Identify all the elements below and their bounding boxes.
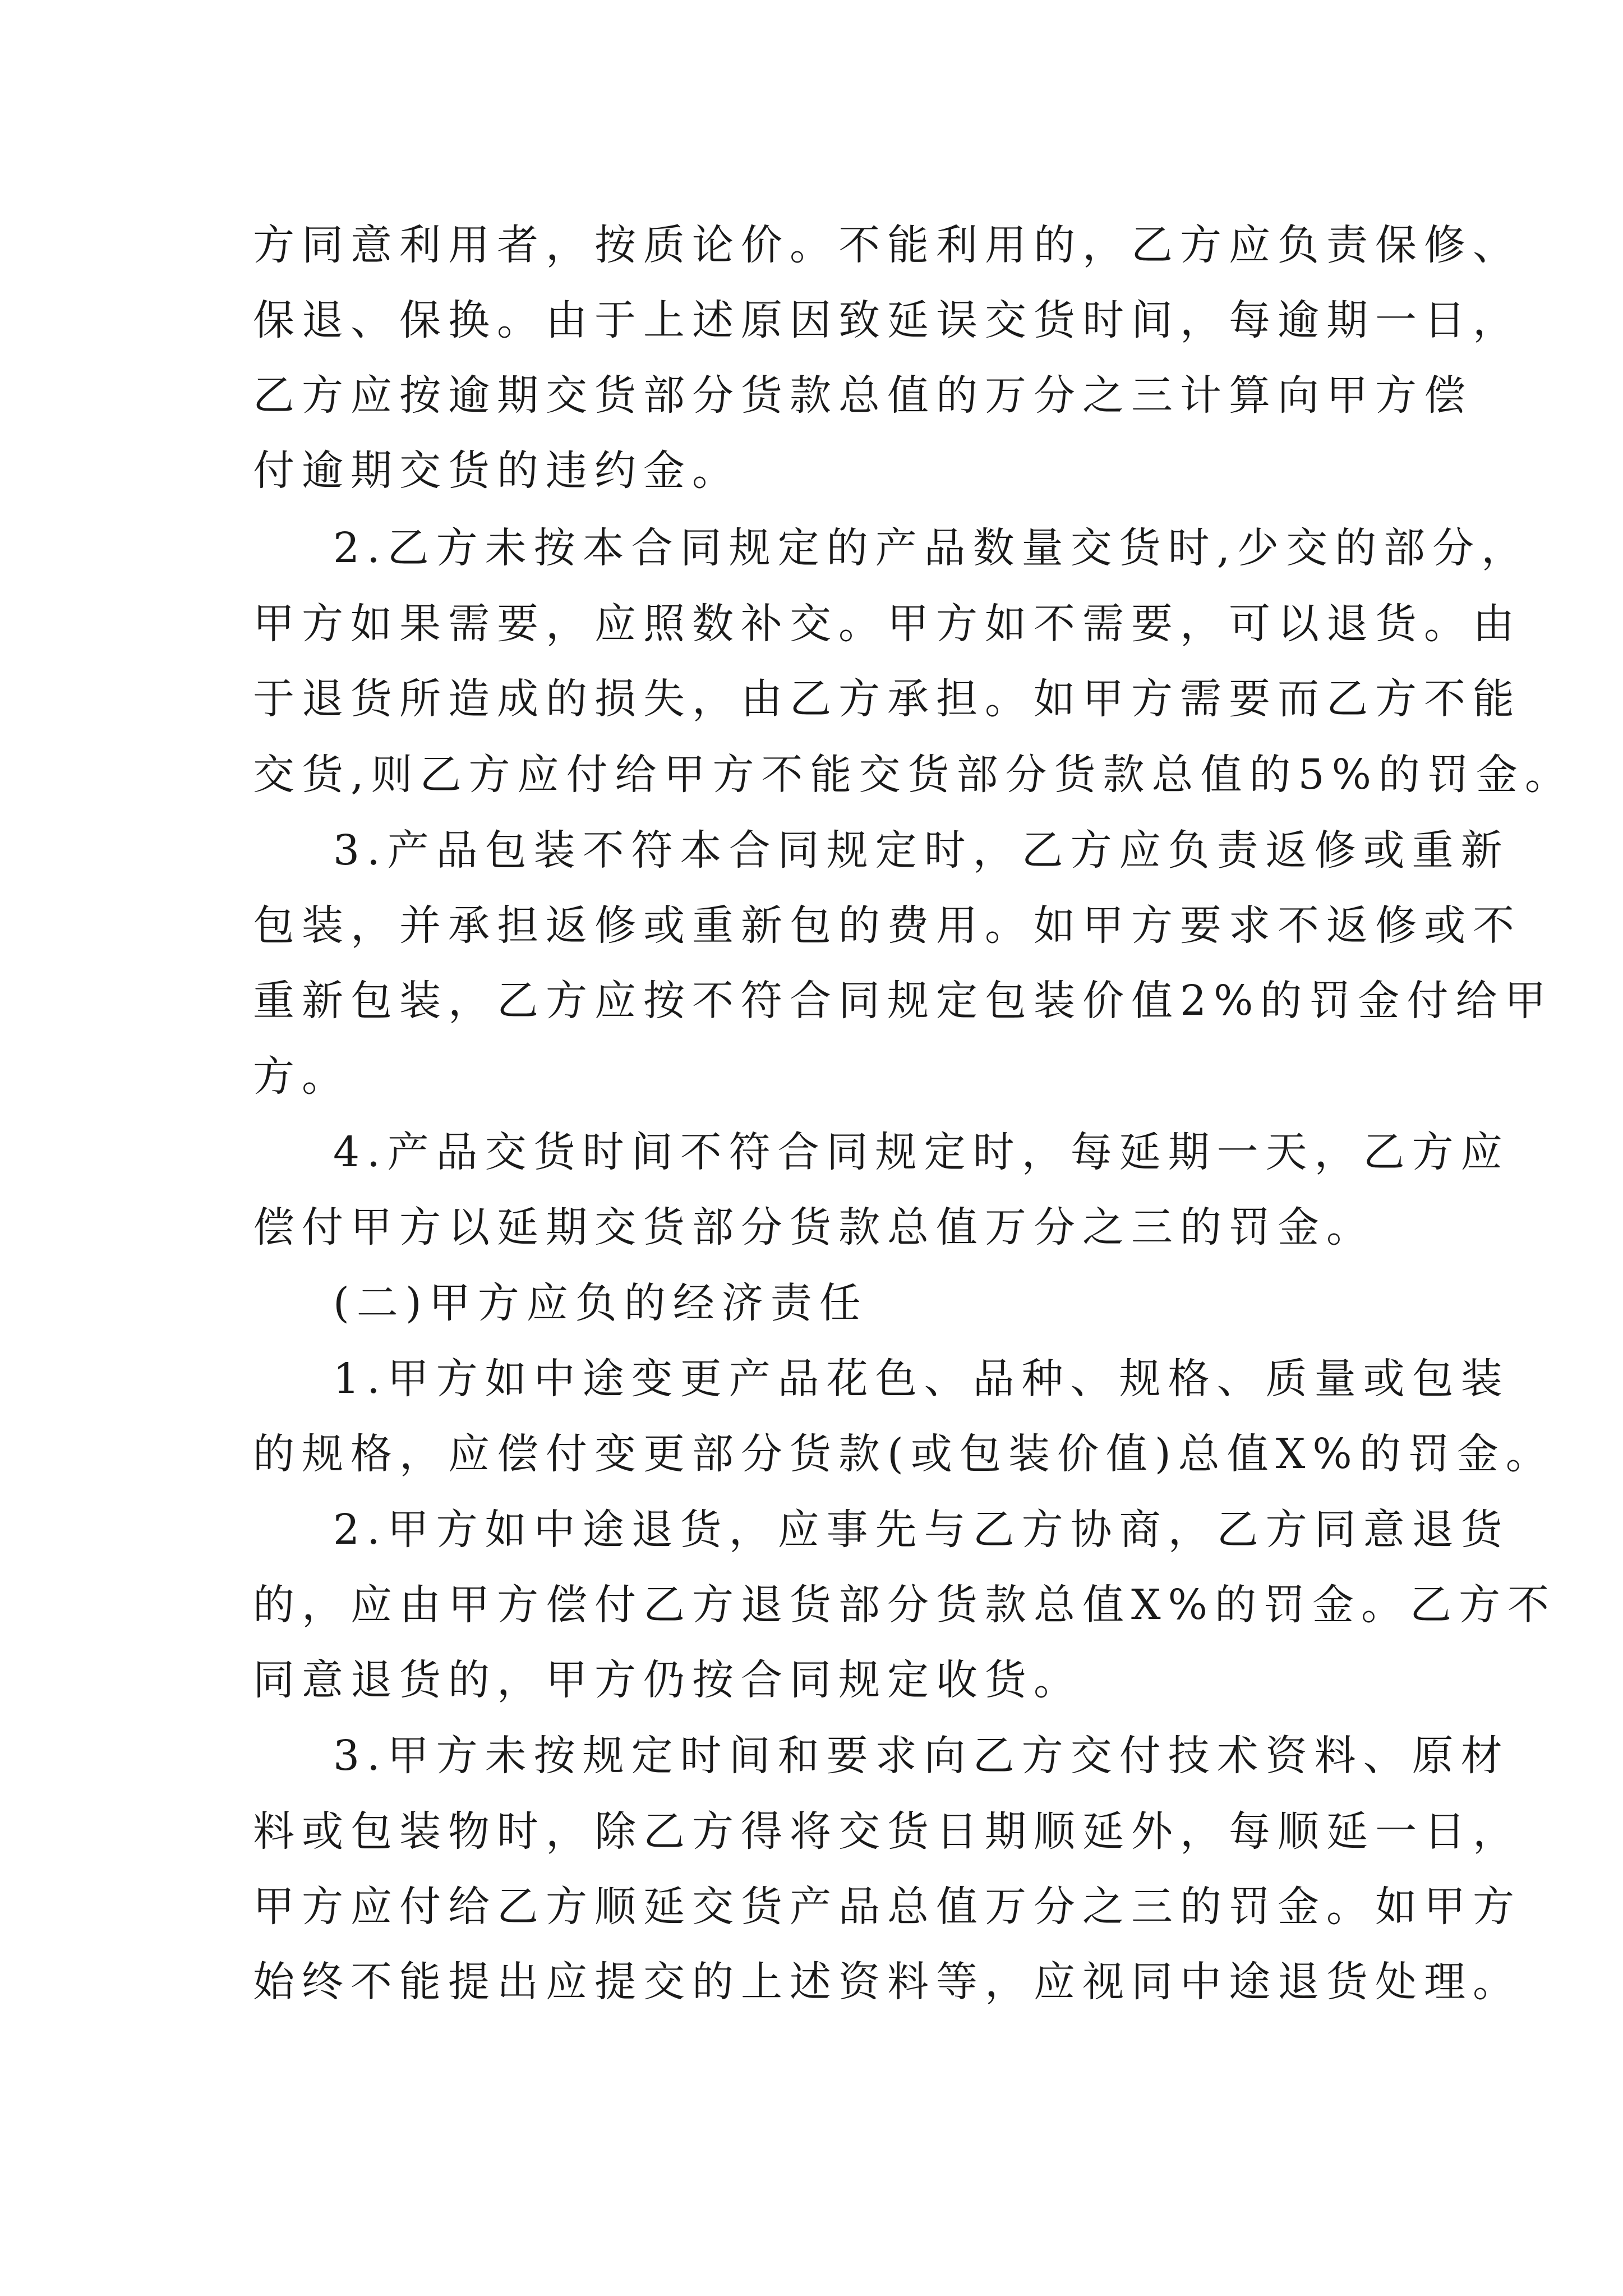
- text-line: 的规格，应偿付变更部分货款(或包装价值)总值X%的罚金。: [253, 1430, 1555, 1478]
- section-heading: (二)甲方应负的经济责任: [333, 1279, 868, 1327]
- text-line: 交货,则乙方应付给甲方不能交货部分货款总值的5%的罚金。: [253, 751, 1574, 799]
- text-line: 付逾期交货的违约金。: [253, 447, 741, 495]
- text-line: 始终不能提出应提交的上述资料等，应视同中途退货处理。: [253, 1958, 1521, 2006]
- text-line: 2.乙方未按本合同规定的产品数量交货时,少交的部分，: [333, 524, 1530, 572]
- text-line: 2.甲方如中途退货，应事先与乙方协商，乙方同意退货: [333, 1506, 1510, 1554]
- text-line: 方。: [253, 1052, 351, 1101]
- text-line: 同意退货的，甲方仍按合同规定收货。: [253, 1656, 1082, 1704]
- text-line: 包装，并承担返修或重新包的费用。如甲方要求不返修或不: [253, 901, 1521, 950]
- text-line: 4.产品交货时间不符合同规定时，每延期一天，乙方应: [333, 1128, 1510, 1176]
- text-line: 1.甲方如中途变更产品花色、品种、规格、质量或包装: [333, 1355, 1510, 1403]
- text-line: 重新包装，乙方应按不符合同规定包装价值2%的罚金付给甲: [253, 977, 1553, 1025]
- text-line: 料或包装物时，除乙方得将交货日期顺延外，每顺延一日，: [253, 1807, 1521, 1856]
- text-line: 乙方应按逾期交货部分货款总值的万分之三计算向甲方偿: [253, 371, 1473, 420]
- text-line: 保退、保换。由于上述原因致延误交货时间，每逾期一日，: [253, 296, 1521, 344]
- text-line: 偿付甲方以延期交货部分货款总值万分之三的罚金。: [253, 1203, 1375, 1251]
- text-line: 方同意利用者，按质论价。不能利用的，乙方应负责保修、: [253, 221, 1521, 269]
- text-line: 甲方如果需要，应照数补交。甲方如不需要，可以退货。由: [253, 600, 1521, 648]
- text-line: 甲方应付给乙方顺延交货产品总值万分之三的罚金。如甲方: [253, 1883, 1521, 1931]
- text-line: 于退货所造成的损失，由乙方承担。如甲方需要而乙方不能: [253, 675, 1521, 723]
- text-line: 的，应由甲方偿付乙方退货部分货款总值X%的罚金。乙方不: [253, 1581, 1556, 1629]
- text-line: 3.甲方未按规定时间和要求向乙方交付技术资料、原材: [333, 1732, 1510, 1780]
- text-line: 3.产品包装不符本合同规定时，乙方应负责返修或重新: [333, 826, 1510, 875]
